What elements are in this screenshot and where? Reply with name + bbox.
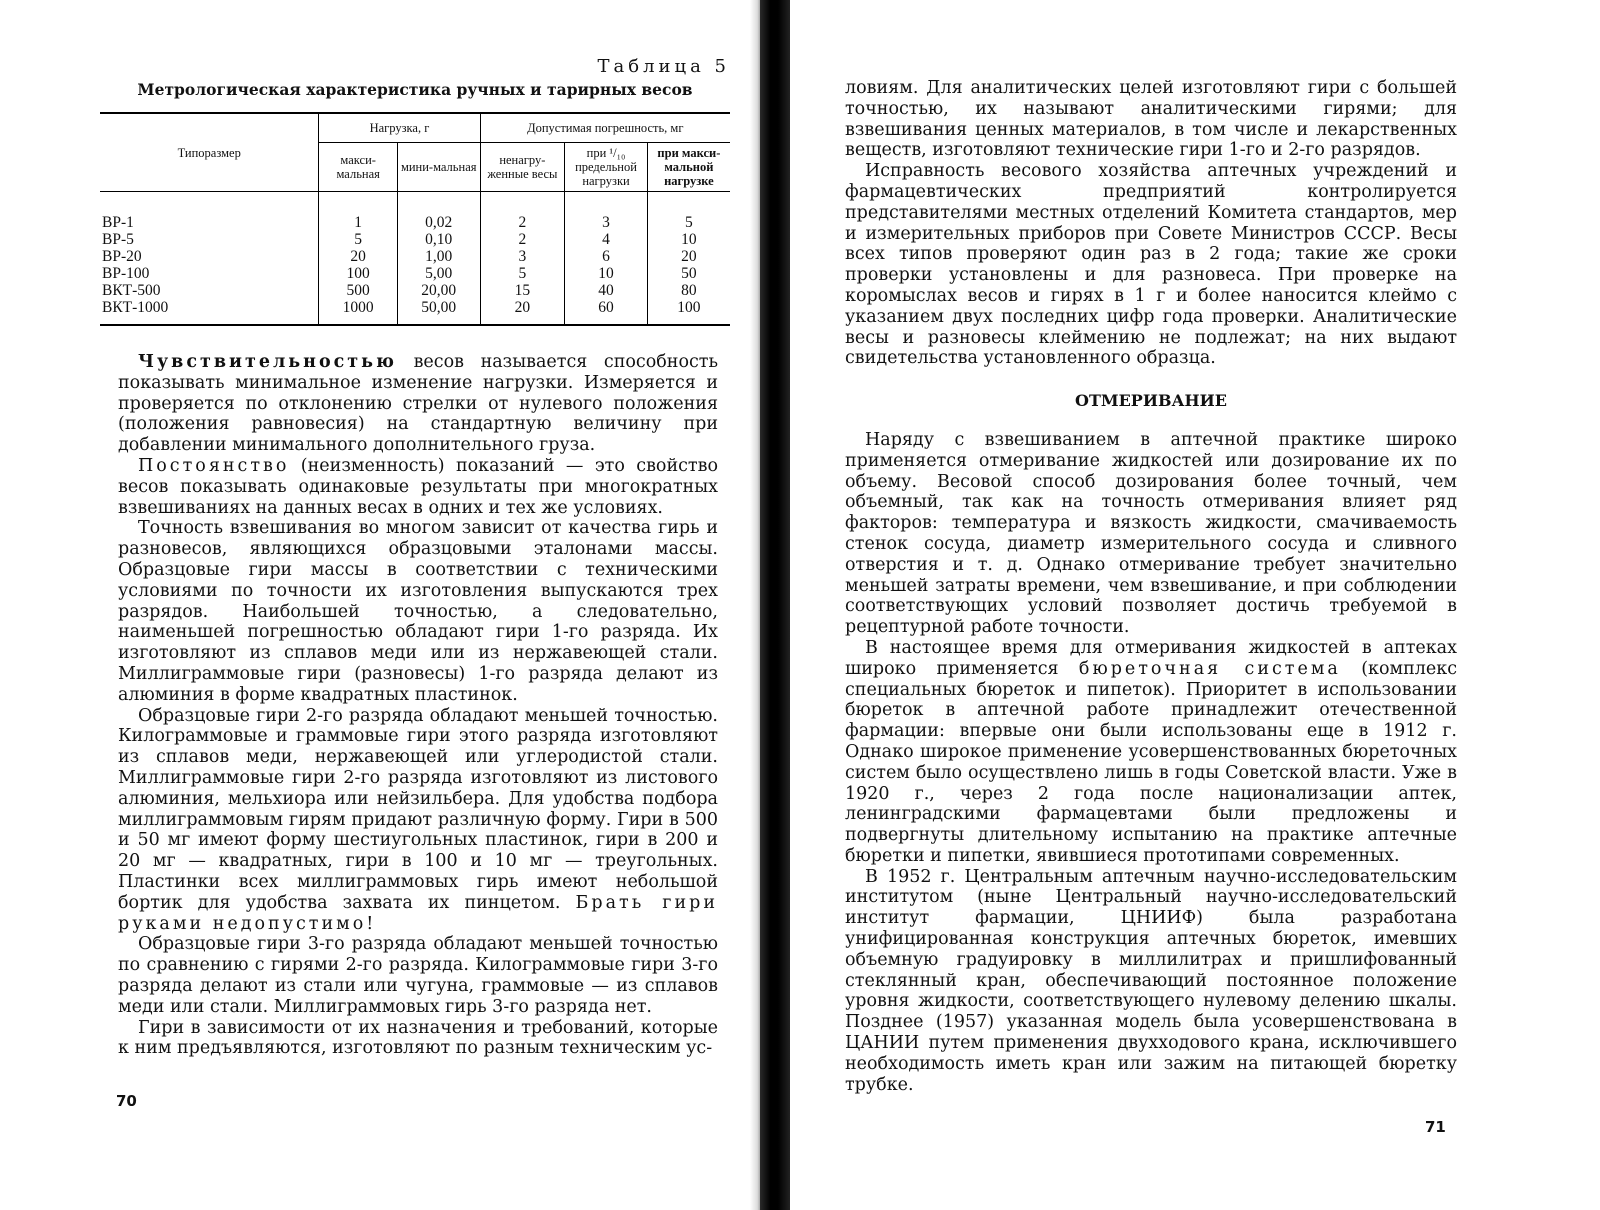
cell-error-unloaded: 20 xyxy=(480,299,565,325)
paragraph-class-3-weights: Образцовые гири 3-го разряда обладают меньшей точностью по сравнению с гирями 2-го разряда. Килограммовые гири 3-го разряда делают из стали или чугуна, граммовые — из сплавов меди или стали. Миллиграммовых гирь 3-го разряда нет. xyxy=(118,934,718,1017)
table-row xyxy=(100,282,730,299)
paragraph-text: Образцовые гири 2-го разряда обладают меньшей точностью. Килограммовые и граммовые гири этого разряда изготовляют из сплавов меди, нержавеющей или углеродистой стали. Миллиграммовые гири 2-го разряда изготовляют из листового алюминия, мельхиора или нейзильбера. Для удобства подбора миллиграммовым гирям придают различную форму. Гири в 500 и 50 мг имеют форму шестиугольных пластинок, гири в 200 и 20 мг — квадратных, гири в 100 и 10 мг — треугольных. Пластинки всех миллиграммовых гирь имеют небольшой бортик для удобства захвата их пинцетом. xyxy=(118,705,718,913)
cell-max: 1000 xyxy=(319,299,397,325)
right-body-text xyxy=(845,78,1457,1095)
term-constancy: Постоянство xyxy=(138,455,290,476)
paragraph-text: (неизменность) показаний — это свойство весов показывать одинаковые результаты при многократных взвешиваниях на данных весах в одних и тех же условиях. xyxy=(118,455,718,518)
term-burette-system: бюреточная система xyxy=(1078,658,1341,679)
cell-min: 0,02 xyxy=(397,192,480,232)
cell-max: 100 xyxy=(319,265,397,282)
paragraph-sensitivity xyxy=(118,352,718,456)
table-label: Таблица 5 xyxy=(597,56,730,77)
paragraph-1952: В 1952 г. Центральным аптечным научно-исследовательским институтом (ныне Центральный научно-исследовательский институт фармации, ЦНИИФ) была разработана унифицированная конструкция аптечных бюреток, имевших объемную градуировку в миллилитрах и пришлифованный стеклянный кран, обеспечивающий постоянное положение уровня жидкости, соответствующего нулевому делению шкалы. Позднее (1957) указанная модель была усовершенствована в ЦАНИИ путем применения двухходового крана, исключившего необходимость иметь кран или зажим на питающей бюретку трубке. xyxy=(845,866,1457,1095)
cell-type: ВКТ-1000 xyxy=(100,299,319,325)
paragraph-continuation: ловиям. Для аналитических целей изготовляют гири с большей точностью, их называют аналитическими гирями; для взвешивания ценных материалов, в том числе и лекарственных веществ, изготовляют технические гири 1-го и 2-го разрядов. xyxy=(845,78,1457,161)
cell-error-unloaded: 5 xyxy=(480,265,565,282)
col-header-max: макси-мальная xyxy=(319,143,397,192)
paragraph-constancy xyxy=(118,456,718,518)
table-row xyxy=(100,248,730,265)
page-number-right: 71 xyxy=(1425,1118,1446,1136)
cell-min: 0,10 xyxy=(397,231,480,248)
left-page xyxy=(0,0,760,1210)
cell-type: ВР-5 xyxy=(102,231,134,248)
cell-max: 5 xyxy=(319,231,397,248)
paragraph-text: весов называется способность показывать минимальное изменение нагрузки. Измеряется и проверяется по отклонению стрелки от нулевого положения (положения равновесия) на стандартную величину при добавлении минимального дополнительного груза. xyxy=(118,352,718,456)
cell-error-max: 100 xyxy=(647,299,730,325)
cell-error-tenth: 40 xyxy=(565,282,648,299)
table-header-row xyxy=(100,113,730,143)
cell-min: 5,00 xyxy=(397,265,480,282)
cell-error-unloaded: 15 xyxy=(480,282,565,299)
cell-error-max: 80 xyxy=(647,282,730,299)
cell-type: ВР-1 xyxy=(102,214,134,231)
table-row xyxy=(100,231,730,248)
col-header-unloaded: ненагру-женные весы xyxy=(480,143,565,192)
cell-min: 50,00 xyxy=(397,299,480,325)
cell-error-tenth: 4 xyxy=(565,231,648,248)
emphasis-warning: Брать гири руками недопустимо! xyxy=(118,892,718,934)
book-spine xyxy=(760,0,790,1210)
paragraph-inspection: Исправность весового хозяйства аптечных учреждений и фармацевтических предприятий контролируется представителями местных отделений Комитета стандартов, мер и измерительных приборов при Совете Министров СССР. Весы всех типов проверяют один раз в 2 года; такие же сроки проверки установлены и для разновеса. При проверке на коромыслах весов и гирях в 1 г и более наносится клеймо с указанием двух последних цифр года проверки. Аналитические весы и разновесы клеймению не подлежат; на них выдают свидетельства установленного образца. xyxy=(845,161,1457,369)
paragraph-class-2-weights xyxy=(118,706,718,935)
cell-error-tenth: 10 xyxy=(565,265,648,282)
col-header-min: мини-мальная xyxy=(397,143,480,192)
section-heading: ОТМЕРИВАНИЕ xyxy=(1075,391,1227,411)
cell-type: ВР-20 xyxy=(102,248,142,265)
cell-error-max: 20 xyxy=(647,248,730,265)
group-header-load: Нагрузка, г xyxy=(319,113,480,143)
table-title: Метрологическая характеристика ручных и тарирных весов xyxy=(137,80,693,99)
cell-error-max: 10 xyxy=(647,231,730,248)
col-header-max-load: при макси-мальной нагрузке xyxy=(647,143,730,192)
cell-min: 20,00 xyxy=(397,282,480,299)
group-header-error: Допустимая погрешность, мг xyxy=(480,113,730,143)
paragraph-burette-system xyxy=(845,638,1457,867)
cell-min: 1,00 xyxy=(397,248,480,265)
page-number-left: 70 xyxy=(116,1092,137,1110)
table-row xyxy=(100,192,730,232)
cell-type: ВКТ-500 xyxy=(102,282,161,299)
cell-max: 500 xyxy=(319,282,397,299)
cell-error-max: 50 xyxy=(647,265,730,282)
cell-error-max: 5 xyxy=(647,192,730,232)
cell-error-unloaded: 2 xyxy=(480,231,565,248)
table-row xyxy=(100,265,730,282)
table-row xyxy=(100,299,730,325)
cell-max: 20 xyxy=(319,248,397,265)
cell-max: 1 xyxy=(319,192,397,232)
cell-error-unloaded: 2 xyxy=(480,192,565,232)
paragraph-text: (комплекс специальных бюреток и пипеток). Приоритет в использовании бюреток в аптечной работе принадлежит отечественной фармации: впервые они были использованы еще в 1912 г. Однако широкое применение усовершенствованных бюреточных систем было осуществлено лишь в годы Советской власти. Уже в 1920 г., через 2 года после национализации аптек, ленинградскими фармацевтами были предложены и подвергнуты длительному испытанию на практике аптечные бюретки и пипетки, явившиеся прототипами современных. xyxy=(845,658,1458,866)
col-header-tenth-load: при ¹/₁₀ предельной нагрузки xyxy=(565,143,648,192)
cell-error-tenth: 3 xyxy=(565,192,648,232)
cell-type: ВР-100 xyxy=(102,265,150,282)
cell-error-unloaded: 3 xyxy=(480,248,565,265)
metrology-table xyxy=(100,112,730,326)
paragraph-text: В настоящее время для отмеривания жидкостей в аптеках широко применяется xyxy=(845,637,1457,679)
col-header-type: Типоразмер xyxy=(100,113,319,192)
cell-error-tenth: 60 xyxy=(565,299,648,325)
term-sensitivity: Чувствительностью xyxy=(138,352,397,372)
paragraph-weights-purpose: Гири в зависимости от их назначения и требований, которые к ним предъявляются, изготовляют по разным техническим ус- xyxy=(118,1017,718,1059)
paragraph-accuracy: Точность взвешивания во многом зависит от качества гирь и разновесов, являющихся образцовыми эталонами массы. Образцовые гири массы в соответствии с техническими условиями по точности их изготовления выпускаются трех разрядов. Наибольшей точностью, а следовательно, наименьшей погрешностью обладают гири 1-го разряда. Их изготовляют из сплавов меди или из нержавеющей стали. Миллиграммовые гири (разновесы) 1-го разряда делают из алюминия в форме квадратных пластинок. xyxy=(118,518,718,705)
left-body-text xyxy=(118,352,718,1059)
cell-error-tenth: 6 xyxy=(565,248,648,265)
paragraph-measuring: Наряду с взвешиванием в аптечной практике широко применяется отмеривание жидкостей или дозирование их по объему. Весовой способ дозирования более точный, чем объемный, так как на точность отмеривания влияет ряд факторов: температура и вязкость жидкости, смачиваемость стенок сосуда, диаметр измерительного сосуда и сливного отверстия и т. д. Однако отмеривание требует значительно меньшей затраты времени, чем взвешивание, и при соблюдении соответствующих условий позволяет достичь требуемой в рецептурной работе точности. xyxy=(845,429,1457,638)
